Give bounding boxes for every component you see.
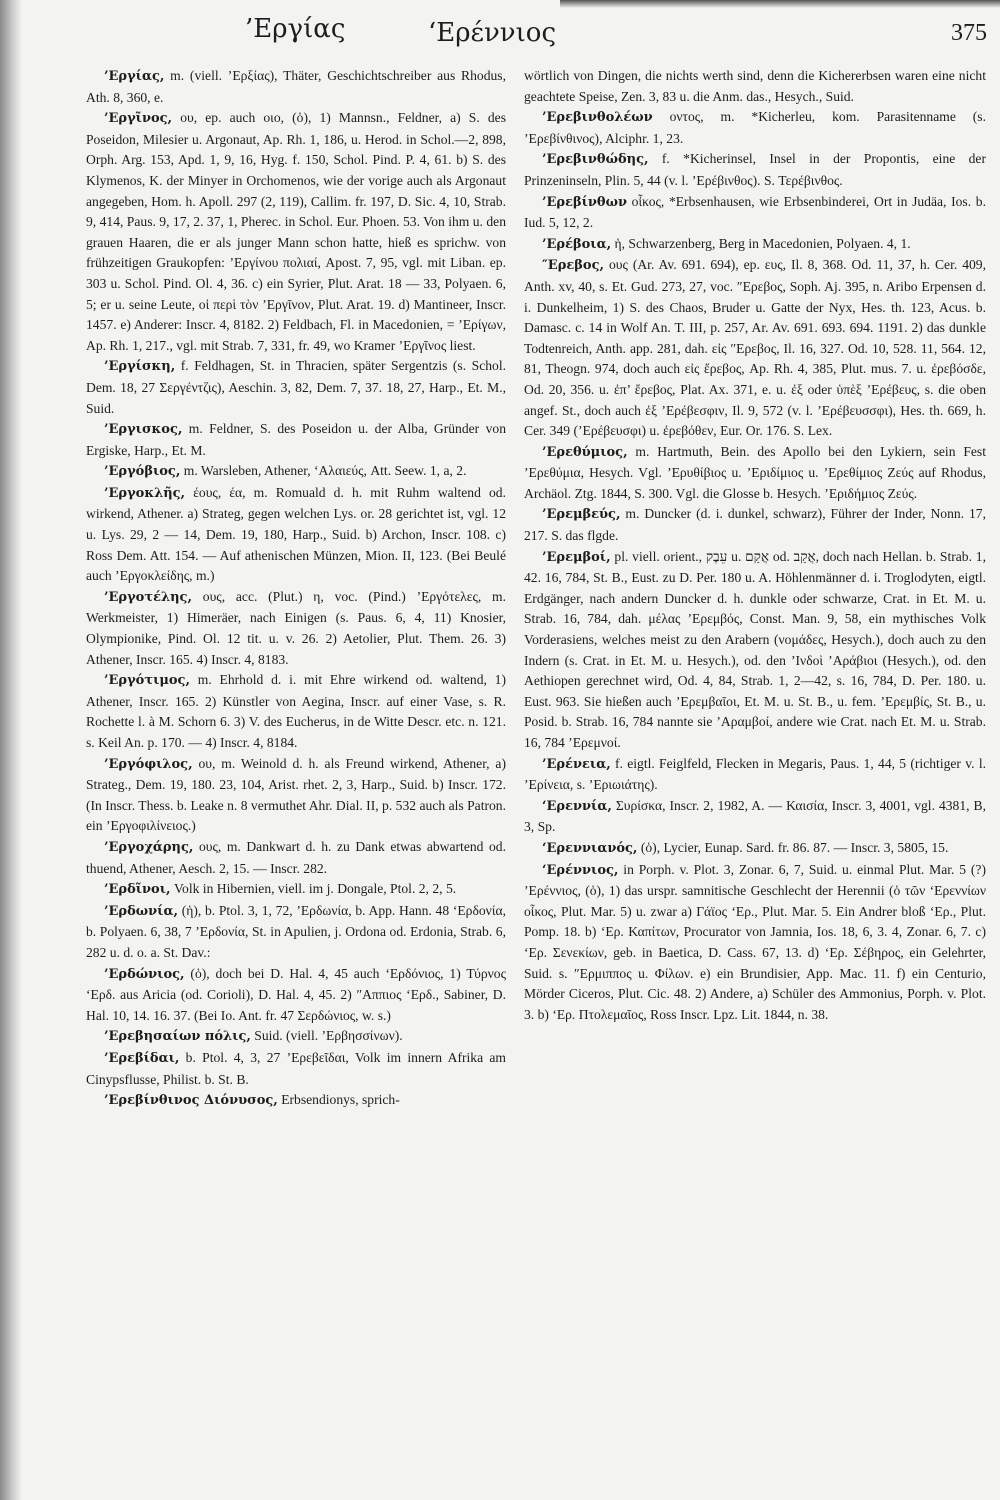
- dictionary-entry: [86, 1048, 506, 1090]
- entry-headword: ’Εργόφιλος,: [104, 756, 193, 772]
- dictionary-entry: [86, 461, 506, 483]
- dictionary-entry: [524, 255, 986, 441]
- entry-headword: ’Εργίσκη,: [104, 359, 176, 375]
- entry-headword: ’Ερεμβοί,: [542, 549, 611, 565]
- header-first-word: ’Εργίας: [245, 14, 346, 44]
- page-gutter-shadow: [0, 0, 22, 1500]
- dictionary-entry: [524, 754, 986, 796]
- dictionary-entry: [86, 879, 506, 901]
- entry-headword: ’Ερέβοια,: [542, 236, 612, 252]
- entry-body: pl. viell. orient., עֵבֶק u. אֲקַם od. אֲקַב, doch nach Hellan. b. Strab. 1, 42. 16, 784, St. B., Eust. zu D. Per. 180 u. A. Höhlenmänner d. i. Troglodyten, eigtl. Erdgänger, nach andern Duncker d. h. dunkle oder schwarze, Crat. in Et. M. u. Strab. 16, 784, dah. μέλας ’Ερεμβός, Const. Man. 9, 58, ein mythisches Volk Vorderasiens, welches meist zu den Arabern (νομάδες, Hesych.), doch auch zu den Indern (s. Crat. in Et. M. u. Hesych.), od. den ’Ινδοὶ ’Αράβιοι (Hesych.), od. den Aethiopen gerechnet wird, Od. 4, 84, Strab. 1, 2—42, s. 16, 784, D. Per. 180. u. Eust. 963. Sie hießen auch ’Ερεμβαῖοι, Et. M. u. St. B., u. fem. ’Ερεμβίς, St. B., u. Posid. b. Strab. 16, 784 nannte sie ’Αραμβοί, andere wie Crat. nach Et. M. u. Strab. 16, 784 ’Ερεμνοί.: [524, 548, 986, 750]
- entry-body: Erbsendionys, sprich-: [277, 1092, 400, 1108]
- entry-headword: ’Εργίας,: [104, 69, 165, 84]
- entry-headword: ’Ερεβινθώδης,: [542, 152, 649, 168]
- entry-body: m. (viell. ’Ερξίας), Thäter, Geschichtschreiber aus Rhodus, Ath. 8, 360, e.: [86, 68, 506, 105]
- entry-body: (ἡ), b. Ptol. 3, 1, 72, ’Ερδωνία, b. App. Hann. 48 ‘Ερδονία, b. Polyaen. 6, 38, 7 ’Ερδονία, St. in Apulien, j. Ordona od. Erdonia, Strab. 6, 282 u. d. o. a. St. Dav.:: [86, 902, 506, 960]
- dictionary-entry: [524, 66, 986, 107]
- entry-body: f. Feldhagen, St. in Thracien, später Sergentzis (s. Schol. Dem. 18, 27 Σεργέντζις), Aeschin. 3, 82, Dem. 7, 37. 18, 27, Harp., Et. M., Suid.: [86, 358, 506, 416]
- dictionary-entry: [86, 901, 506, 964]
- dictionary-entry: [524, 107, 986, 149]
- scan-edge-shadow: [560, 0, 1000, 8]
- entry-body: (ὁ), Lycier, Eunap. Sard. fr. 86. 87. — Inscr. 3, 5805, 15.: [637, 839, 949, 855]
- entry-headword: ’Ερδωνία,: [104, 903, 178, 919]
- entry-headword: ’Εργοκλῆς,: [104, 485, 186, 501]
- entry-body: wörtlich von Dingen, die nichts werth sind, denn die Kichererbsen waren eine nicht geachtete Speise, Zen. 3, 83 u. die Anm. das., Hesych., Suid.: [524, 68, 986, 104]
- entry-headword: ’Ερδώνιος,: [104, 966, 185, 982]
- right-column: [524, 66, 986, 1025]
- dictionary-entry: [524, 796, 986, 838]
- entry-body: m. Warsleben, Athener, ‘Αλαιεύς, Att. Seew. 1, a, 2.: [180, 463, 467, 479]
- entry-headword: ’Ερεθύμιος,: [542, 444, 628, 460]
- dictionary-entry: [86, 964, 506, 1027]
- dictionary-entry: [86, 837, 506, 879]
- entry-body: ους (Ar. Av. 691. 694), ep. ευς, Il. 8, 368. Od. 11, 37, h. Cer. 409, Anth. xv, 40, s. Et. Gud. 273, 27, voc. ″Ερεβος, Soph. Aj. 395, n. Aribo Erpensen d. i. Dunkelheim, 1) S. des Chaos, Bruder u. Gatte der Nyx, Hes. th. 123, Acus. b. Damasc. c. 14 in Wolf An. T. III, p. 257, Ar. Av. 691. 693. 694. 1191. 2) das dunkle Todtenreich, Anth. app. 281, dah. εἰς ″Ερεβος, Il. 16, 327. Od. 10, 528. 11, 564. 12, 81, Theogn. 974, doch auch εἰς ἔρεβος, Ap. Rh. 4, 385, Plut. mus. 7. u. ἐρεβόσδε, Od. 20, 356. u. ἐπ’ ἔρεβος, Plat. Ax. 371, e. u. ἐξ oder ὑπὲξ ’Ερέβευς, s. die oben angef. St., doch auch ἐξ ’Ερέβεσφιν, Il. 9, 572 (v. l. ’Ερέβευσσφι), Hes. th. 669, h. Cer. 349 (’Ερέβευσφι) u. ἐρεβόθεν, Eur. Or. 176. S. Lex.: [524, 257, 986, 439]
- dictionary-entry: [86, 483, 506, 587]
- entry-headword: ’Ερεμβεύς,: [542, 507, 621, 523]
- entry-body: m. Duncker (d. i. dunkel, schwarz), Führer der Inder, Nonn. 17, 217. S. das flgde.: [524, 506, 986, 544]
- entry-body: έους, έα, m. Romuald d. h. mit Ruhm waltend od. wirkend, Athener. a) Strateg, gegen welchen Lys. or. 28 gerichtet ist, vgl. 12 u. Lys. 29, 2 — 14, Dem. 19, 180, Harp., Suid. b) Archon, Inscr. 108. c) Ross Dem. Att. 154. — Auf athenischen Münzen, Mion. II, 123. (Bei Beulé auch ’Εργοκλείδης, m.): [86, 484, 506, 584]
- dictionary-entry: [86, 108, 506, 356]
- entry-body: ἡ, Schwarzenberg, Berg in Macedonien, Polyaen. 4, 1.: [611, 235, 911, 251]
- entry-body: m. Feldner, S. des Poseidon u. der Alba, Gründer von Ergiske, Harp., Et. M.: [86, 421, 506, 458]
- entry-headword: ’Ερεβίνθινος Διόνυσος,: [104, 1093, 278, 1109]
- entry-body: ους, acc. (Plut.) η, voc. (Pind.) ’Εργότελες, m. Werkmeister, 1) Himeräer, nach Einigen (s. Paus. 6, 4, 11) Knosier, Olympionike, Pind. Ol. 12 tit. u. v. 26. 2) Aetolier, Plut. Them. 26. 3) Athener, Inscr. 165. 4) Inscr. 4, 8183.: [86, 588, 506, 667]
- entry-headword: ’Ερδῖνοι,: [104, 882, 171, 898]
- dictionary-entry: [524, 838, 986, 860]
- entry-body: οντος, m. *Kicherleu, kom. Parasitenname (s. ’Ερεβίνθινος), Alciphr. 1, 23.: [524, 109, 986, 146]
- dictionary-entry: [524, 547, 986, 754]
- entry-body: ους, m. Dankwart d. h. zu Dank etwas abwartend od. thuend, Athener, Aesch. 2, 15. — Inscr. 282.: [86, 838, 506, 876]
- dictionary-entry: [524, 149, 986, 191]
- entry-headword: ‘Ερεννία,: [542, 798, 612, 814]
- entry-headword: ’Εργόβιος,: [104, 464, 181, 480]
- entry-body: m. Hartmuth, Bein. des Apollo bei den Lykiern, sein Fest ’Ερεθύμια, Hesych. Vgl. ’Ερυθίβιος u. ’Εριδίμιος u. ’Ερεθίμιος Ζεύς auf Rhodus, Archäol. Ztg. 1844, S. 300. Vgl. die Glosse b. Hesych. ’Εριδήμιος Ζεύς.: [524, 443, 986, 501]
- entry-body: ου, m. Weinold d. h. als Freund wirkend, Athener, a) Strateg., Dem. 19, 180. 23, 104, Arist. rhet. 2, 3, Harp., Suid. b) Inscr. 172. (In Inscr. Thess. b. Leake n. 8 vermuthet Ahr. Dial. II, p. 532 auch als Patron. ein ’Εργοφιλίνειος.): [86, 755, 506, 834]
- entry-headword: ‘Ερεννιανός,: [542, 840, 638, 856]
- dictionary-entry: [524, 442, 986, 505]
- entry-headword: ’Ερεβίνθων: [542, 194, 627, 210]
- entry-headword: ’Εργοτέλης,: [104, 589, 192, 605]
- entry-body: Suid. (viell. ’Ερβησσίνων).: [250, 1028, 403, 1044]
- entry-headword: ’Εργοχάρης,: [104, 839, 194, 855]
- dictionary-entry: [86, 587, 506, 670]
- entry-body: ου, ep. auch οιο, (ὁ), 1) Mannsn., Feldner, a) S. des Poseidon, Milesier u. Argonaut, Ap. Rh. 1, 186, u. Herod. in Schol.—2, 898, Orph. Arg. 153, Apd. 1, 9, 16, Hyg. f. 150, Schol. Pind. P. 4, 61. b) S. des Klymenos, K. der Minyer in Orchomenos, wie der vorige auch als Argonaut angegeben, Hom. h. Apoll. 297 (2, 119), Callim. fr. 197, D. Sic. 4, 10, Strab. 9, 414, Paus. 9, 17, 2. 37, 1, Pherec. in Schol. Eur. Phoen. 53. Von ihm u. den grauen Haaren, die er als junger Mann schon hatte, hieß es sprichw. von frühzeitigen Graukopfen: ’Εργίνου πολιαί, Apost. 7, 95, vgl. mit Liban. ep. 303 u. Schol. Pind. Ol. 4, 36. c) ein Syrier, Plut. Arat. 18 — 33, Polyaen. 6, 5; er u. seine Leute, οἱ περὶ τὸν ’Εργῖνον, Plut. Arat. 19. d) Mantineer, Inscr. 1457. e) Anderer: Inscr. 4, 8182. 2) Feldbach, Fl. in Macedonien, = ’Ερίγων, Ap. Rh. 1, 217., vgl. mit Strab. 7, 331, fr. 49, wo Kramer ’Εργῖνος liest.: [86, 110, 506, 353]
- dictionary-entry: [524, 860, 986, 1026]
- page-number: 375: [951, 20, 987, 46]
- entry-headword: ’Εργότιμος,: [104, 673, 190, 689]
- dictionary-entry: [86, 670, 506, 753]
- entry-headword: ’Ερεβίδαι,: [104, 1050, 180, 1066]
- running-header: [60, 8, 995, 58]
- entry-body: f. *Kicherinsel, Insel in der Propontis, eine der Prinzeninseln, Plin. 5, 44 (v. l. ’Ερέβινθος). S. Τερέβινθος.: [524, 151, 986, 188]
- entry-body: f. eigtl. Feiglfeld, Flecken in Megaris, Paus. 1, 44, 5 (richtiger v. l. ’Ερίνεια, s. ’Εριωιάτης).: [524, 755, 986, 793]
- entry-headword: ’Εργῖνος,: [104, 111, 173, 127]
- dictionary-entry: [86, 754, 506, 837]
- left-column: [86, 66, 506, 1112]
- dictionary-entry: [86, 419, 506, 461]
- entry-body: (ὁ), doch bei D. Hal. 4, 45 auch ‘Ερδόνιος, 1) Τύρνος ‘Ερδ. aus Aricia (od. Corioli), D. Hal. 4, 45. 2) ″Αππιος ‘Ερδ., Sabiner, D. Hal. 10, 14. 16. 37. (Bei Io. Ant. fr. 47 Σερδώνιος, w. s.): [86, 965, 506, 1023]
- entry-body: b. Ptol. 4, 3, 27 ’Ερεβεῖδαι, Volk im innern Afrika am Cinypsflusse, Philist. b. St. B.: [86, 1049, 506, 1087]
- entry-body: Volk in Hibernien, viell. im j. Dongale, Ptol. 2, 2, 5.: [170, 881, 457, 897]
- entry-body: οἶκος, *Erbsenhausen, wie Erbsenbinderei, Ort in Judäa, Ios. b. Iud. 5, 12, 2.: [524, 193, 986, 231]
- dictionary-entry: [524, 192, 986, 234]
- entry-headword: ‘Ερέννιος,: [542, 862, 619, 878]
- dictionary-entry: [86, 356, 506, 419]
- dictionary-entry: [524, 504, 986, 546]
- entry-body: m. Ehrhold d. i. mit Ehre wirkend od. waltend, 1) Athener, Inscr. 165. 2) Künstler von Aegina, Inscr. auf einer Vase, s. R. Rochette l. à M. Schorn 6. 3) V. des Eucherus, in de Witte Descr. etc. n. 121. s. Keil An. p. 170. — 4) Inscr. 4, 8184.: [86, 672, 506, 750]
- dictionary-entry: [86, 66, 506, 108]
- entry-headword: ’Ερεβινθολέων: [542, 110, 653, 126]
- entry-headword: ″Ερεβος,: [542, 258, 605, 274]
- entry-headword: ’Ερεβησαίων πόλις,: [104, 1029, 251, 1045]
- dictionary-entry: [524, 234, 986, 256]
- dictionary-entry: [86, 1026, 506, 1048]
- header-last-word: ‘Ερέννιος: [428, 18, 557, 48]
- dictionary-entry: [86, 1090, 506, 1112]
- entry-body: in Porph. v. Plot. 3, Zonar. 6, 7, Suid. u. einmal Plut. Mar. 5 (?) ’Ερέννιος, (ὁ), 1) das urspr. samnitische Geschlecht der Herennii (ὁ τῶν ‘Ερεννίων οἶκος, Plut. Mar. 5) u. zwar a) Γάϊος ‘Ερ., Plut. Mar. 5. Ein Andrer bloß ‘Ερ., Plut. Pomp. 18. b) ‘Ερ. Καπίτων, Procurator von Jamnia, Ios. 18, 6, 3. 4, Zonar. 6, 7. c) ‘Ερ. Σενεκίων, geb. in Baetica, D. Cass. 67, 13. d) ‘Ερ. Σέβηρος, ein Gelehrter, Suid. s. ″Ερμιππος u. Φίλων. e) ein Brundisier, App. Mac. 11. f) ein Centurio, Mörder Ciceros, Plut. Cic. 48. 2) Andere, a) Schüler des Ammonius, Porph. v. Plot. 3. b) ‘Ερ. Πτολεμαῖος, Ross Inscr. Lpz. Lit. 1844, n. 38.: [524, 861, 986, 1022]
- entry-body: Συρίσκα, Inscr. 2, 1982, A. — Καισία, Inscr. 3, 4001, vgl. 4381, B, 3, Sp.: [524, 797, 986, 835]
- entry-headword: ’Εργισκος,: [104, 422, 183, 438]
- entry-headword: ’Ερένεια,: [542, 756, 611, 772]
